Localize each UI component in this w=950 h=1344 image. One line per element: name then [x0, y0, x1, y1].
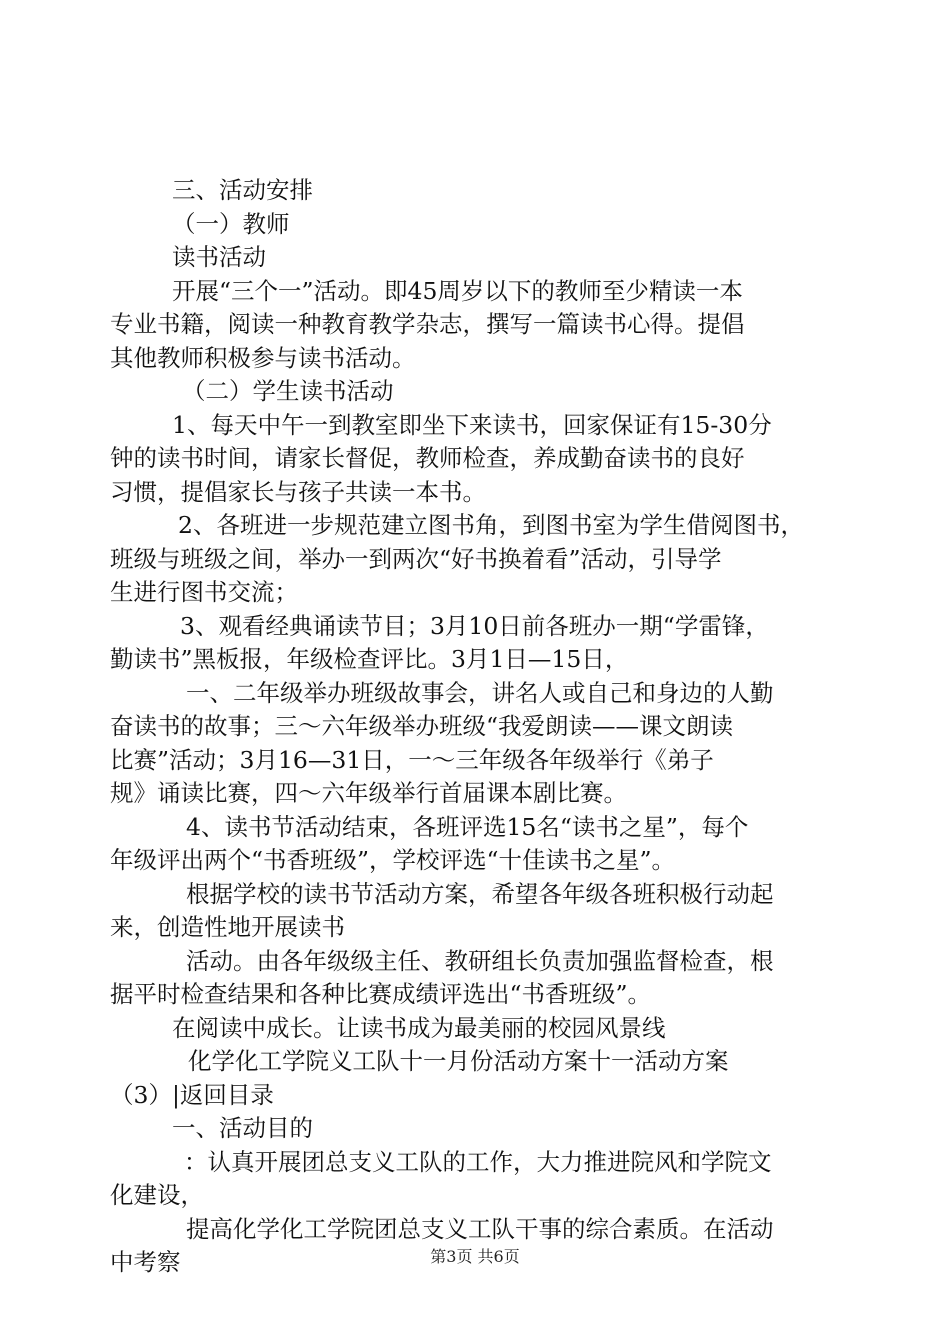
paragraph-line: 在阅读中成长。让读书成为最美丽的校园风景线 [172, 1013, 666, 1042]
paragraph-line: 规》诵读比赛，四～六年级举行首届课本剧比赛。 [110, 779, 627, 807]
paragraph-line: 1、每天中午一到教室即坐下来读书，回家保证有15-30分 [172, 410, 772, 439]
paragraph-line: 2、各班进一步规范建立图书角，到图书室为学生借阅图书， [178, 511, 804, 539]
subheading-teachers: （一）教师 [172, 209, 290, 238]
subheading-student-reading: （二）学生读书活动 [182, 377, 394, 405]
page-number-footer: 第3页 共6页 [430, 1247, 520, 1266]
paragraph-line: 化建设， [110, 1181, 204, 1209]
paragraph-line: 一、二年级举办班级故事会，讲名人或自己和身边的人勤 [186, 678, 774, 707]
paragraph-line: 奋读书的故事；三～六年级举办班级“我爱朗读——课文朗读 [110, 712, 734, 740]
paragraph-line: 习惯，提倡家长与孩子共读一本书。 [110, 477, 486, 506]
paragraph-line: 开展“三个一”活动。即45周岁以下的教师至少精读一本 [172, 276, 743, 305]
paragraph-line: 比赛”活动；3月16—31日，一～三年级各年级举行《弟子 [110, 745, 714, 774]
subheading-reading-activity: 读书活动 [172, 243, 266, 271]
paragraph-line: 勤读书”黑板报，年级检查评比。3月1日—15日， [110, 645, 629, 673]
heading-activity-purpose: 一、活动目的 [172, 1114, 313, 1142]
paragraph-line: 生进行图书交流； [110, 578, 298, 606]
paragraph-line: 其他教师积极参与读书活动。 [110, 343, 416, 372]
paragraph-line: 钟的读书时间，请家长督促，教师检查，养成勤奋读书的良好 [110, 444, 745, 472]
paragraph-line: 专业书籍，阅读一种教育教学杂志，撰写一篇读书心得。提倡 [110, 310, 745, 338]
paragraph-line: 提高化学化工学院团总支义工队干事的综合素质。在活动 [186, 1214, 774, 1243]
paragraph-line: 活动。由各年级级主任、教研组长负责加强监督检查，根 [186, 946, 774, 975]
document-body [110, 174, 840, 1280]
heading-activity-arrangement: 三、活动安排 [172, 176, 313, 204]
paragraph-line: 据平时检查结果和各种比赛成绩评选出“书香班级”。 [110, 980, 652, 1008]
paragraph-line: 4、读书节活动结束，各班评选15名“读书之星”，每个 [186, 812, 749, 841]
paragraph-line: 班级与班级之间，举办一到两次“好书换着看”活动，引导学 [110, 544, 722, 573]
paragraph-line: ：认真开展团总支义工队的工作，大力推进院风和学院文 [184, 1147, 772, 1176]
paragraph-line: 年级评出两个“书香班级”，学校评选“十佳读书之星”。 [110, 846, 676, 874]
paragraph-line: 来，创造性地开展读书 [110, 913, 345, 941]
paragraph-line: 根据学校的读书节活动方案，希望各年级各班积极行动起 [186, 879, 774, 908]
section-title: 化学化工学院义工队十一月份活动方案十一活动方案 [188, 1047, 729, 1075]
paragraph-line: 3、观看经典诵读节目；3月10日前各班办一期“学雷锋， [180, 611, 769, 640]
return-to-contents-line: （3）|返回目录 [110, 1080, 274, 1109]
paragraph-line: 中考察 [110, 1248, 181, 1276]
